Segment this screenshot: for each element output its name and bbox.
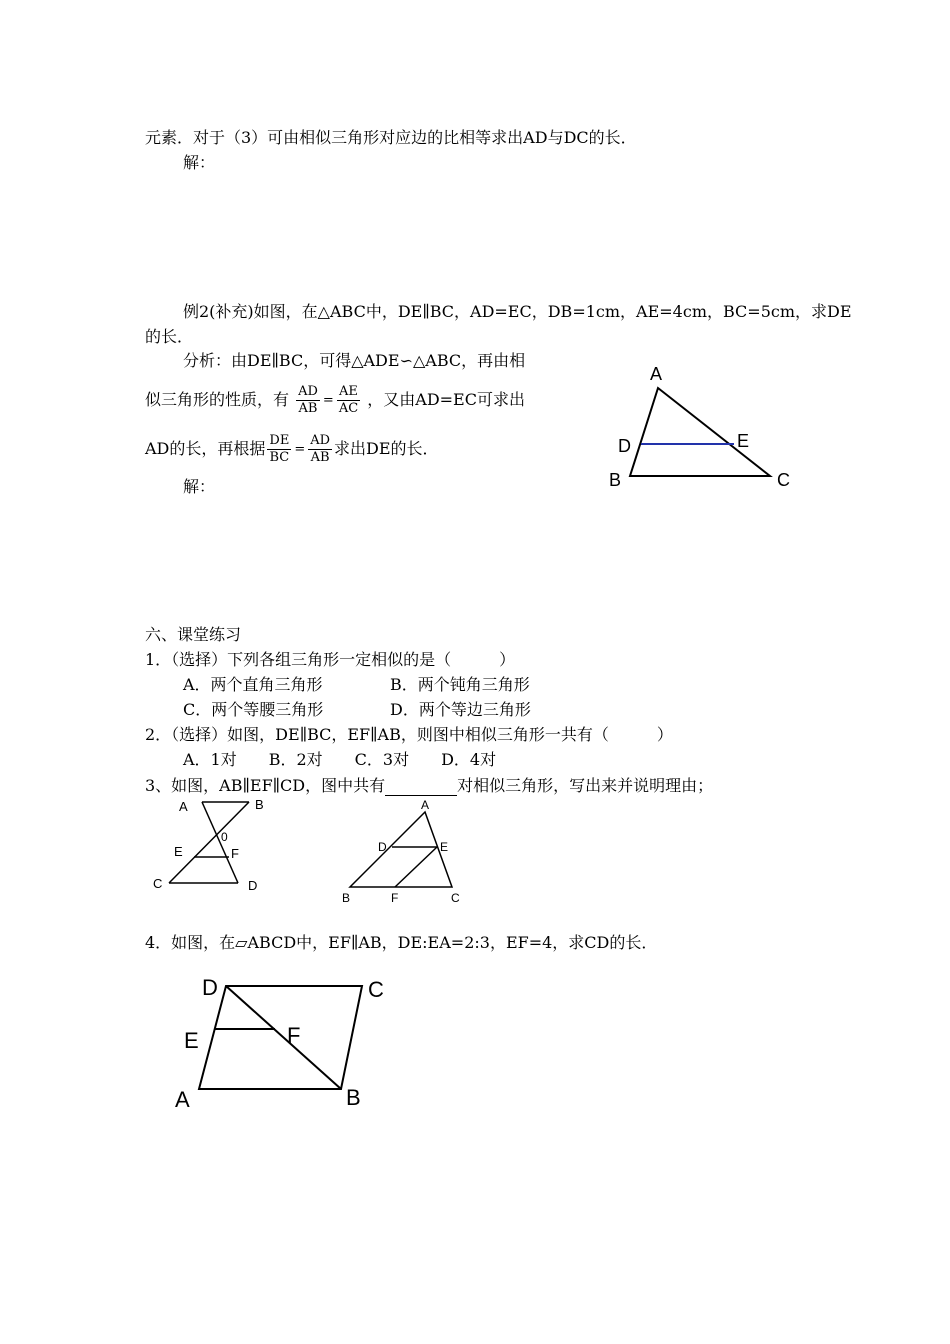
q1-option-c: C．两个等腰三角形 — [183, 700, 324, 719]
fraction-de-bc — [267, 433, 291, 466]
q1-option-b: B．两个钝角三角形 — [390, 675, 530, 694]
practice-heading: 六、课堂练习 — [145, 625, 242, 644]
example2-question: 例2(补充)如图，在△ABC中，DE∥BC，AD=EC，DB=1cm，AE=4cm，BC=5cm，求DE — [183, 302, 852, 321]
segment-ef — [395, 847, 437, 887]
label-f: F — [391, 891, 399, 905]
label-b: B — [346, 1085, 361, 1110]
frac-num: AD — [298, 384, 318, 399]
answer-label-2: 解： — [183, 477, 216, 496]
label-b: B — [609, 470, 622, 490]
question-2: 2．（选择）如图，DE∥BC，EF∥AB，则图中相似三角形一共有（ ） — [145, 725, 673, 744]
fraction-ae-ac — [337, 384, 360, 417]
parallelogram-abcd — [199, 986, 362, 1089]
label-d: D — [202, 975, 218, 1000]
intro-text: 元素．对于（3）可由相似三角形对应边的比相等求出AD与DC的长． — [145, 128, 637, 147]
frac-num: AD — [310, 433, 331, 448]
triangle-abc — [350, 812, 452, 887]
example2-question-cont: 的长． — [145, 327, 194, 346]
label-d: D — [618, 436, 631, 456]
example2-analysis-2 — [145, 380, 525, 421]
label-e: E — [440, 840, 449, 854]
q1-option-a: A．两个直角三角形 — [183, 675, 323, 694]
label-a: A — [175, 1087, 190, 1112]
q1-option-d: D．两个等边三角形 — [390, 700, 531, 719]
label-b: B — [255, 797, 264, 812]
label-b: B — [342, 891, 351, 905]
frac-den: AB — [298, 401, 318, 416]
question-1: 1．（选择）下列各组三角形一定相似的是（ ） — [145, 650, 516, 669]
frac-den: BC — [269, 450, 290, 465]
fraction-ad-ab — [296, 384, 320, 417]
frac-num: DE — [269, 433, 290, 448]
answer-label-1: 解： — [183, 153, 216, 172]
triangle-abc-figure — [600, 360, 800, 495]
equals-sign: = — [294, 441, 306, 457]
segment-bc — [169, 802, 249, 883]
label-a: A — [179, 799, 188, 814]
label-d: D — [378, 840, 387, 854]
question-4: 4．如图，在▱ABCD中，EF∥AB，DE:EA=2:3，EF=4，求CD的长． — [145, 933, 658, 952]
segment-ad — [202, 802, 238, 883]
frac-num: AE — [337, 384, 360, 401]
example2-analysis-1: 分析：由DE∥BC，可得△ADE∽△ABC，再由相 — [183, 351, 526, 370]
label-o: 0 — [221, 830, 228, 844]
question-3 — [145, 776, 713, 796]
label-a: A — [650, 364, 663, 384]
frac-den: AB — [310, 450, 330, 465]
parallelogram-figure — [170, 965, 400, 1115]
q3-text-a: 3、如图，AB∥EF∥CD，图中共有 — [145, 776, 386, 795]
q3-text-b: 对相似三角形，写出来并说明理由； — [457, 776, 714, 795]
frac-den: AC — [338, 401, 359, 416]
equals-sign: = — [322, 392, 334, 408]
analysis2-text-b: ，又由AD=EC可求出 — [367, 390, 525, 409]
analysis3-text-a: AD的长，再根据 — [145, 439, 266, 458]
diagonal-db — [226, 986, 341, 1089]
example2-analysis-3 — [145, 429, 439, 470]
analysis3-text-b: 求出DE的长． — [334, 439, 439, 458]
label-e: E — [174, 844, 183, 859]
analysis2-text-a: 似三角形的性质，有 — [145, 390, 290, 409]
fraction-ad-ab-2 — [308, 433, 332, 466]
label-d: D — [248, 878, 258, 893]
label-c: C — [451, 891, 460, 905]
label-c: C — [777, 470, 790, 490]
label-c: C — [153, 876, 163, 891]
label-f: F — [231, 846, 239, 861]
label-e: E — [184, 1028, 199, 1053]
triangle-def-figure — [335, 795, 475, 910]
label-f: F — [287, 1023, 301, 1048]
label-c: C — [368, 977, 384, 1002]
label-a: A — [421, 798, 430, 812]
label-e: E — [737, 431, 750, 451]
q2-options: A．1对 B．2对 C．3对 D．4对 — [183, 750, 497, 769]
hourglass-figure — [145, 795, 270, 895]
q3-answer-blank — [385, 779, 457, 796]
